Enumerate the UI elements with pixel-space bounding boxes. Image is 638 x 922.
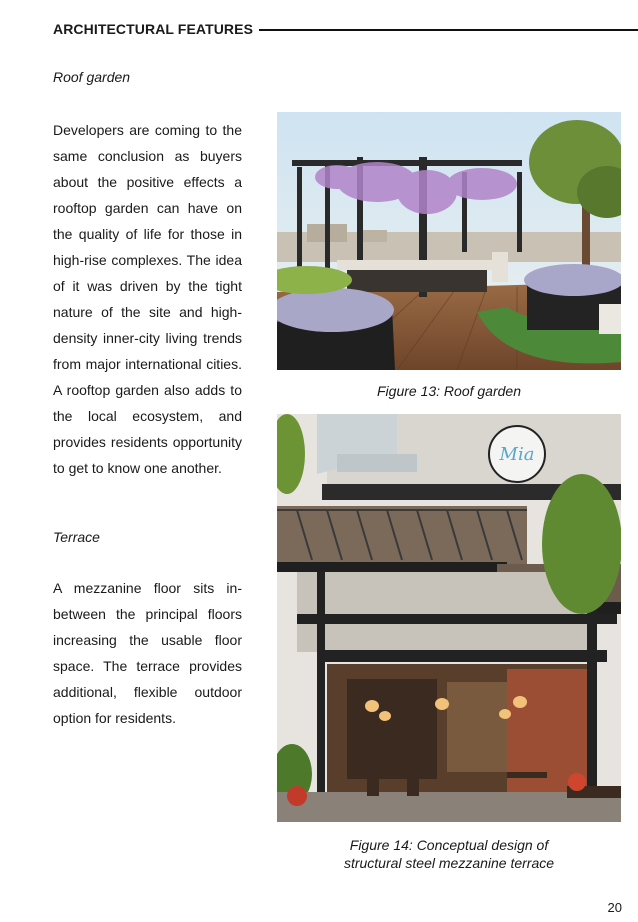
section-heading-roof-garden: Roof garden [53,69,131,85]
mezzanine-terrace-photo [277,414,621,822]
section-heading-terrace: Terrace [53,529,100,545]
figure-13-caption: Figure 13: Roof garden [377,383,521,399]
page-number: 20 [607,900,622,915]
roof-garden-paragraph: Developers are coming to the same conclusion as buyers about the positive effects a rooftop garden can have on the quality of life for those in high-rise complexes. The idea of it was driven by the tight nature of the site and high-density inner-city living trends from major international cities. A rooftop garden also adds to the local ecosystem, and provides residents opportunity to get to know one another. [53,122,242,476]
terrace-paragraph: A mezzanine floor sits in-between the principal floors increasing the usable floor space. The terrace provides additional, flexible outdoor option for residents. [53,580,242,726]
header-rule [259,29,638,31]
figure-14-caption-line1: Figure 14: Conceptual design of [349,837,549,853]
header-title: ARCHITECTURAL FEATURES [53,21,254,37]
figure-14-caption-line2: structural steel mezzanine terrace [343,855,555,871]
figure-14-caption [277,836,621,872]
restaurant-sign-text: Mia [499,444,535,465]
page-header [53,21,638,41]
roof-garden-photo [277,112,621,370]
